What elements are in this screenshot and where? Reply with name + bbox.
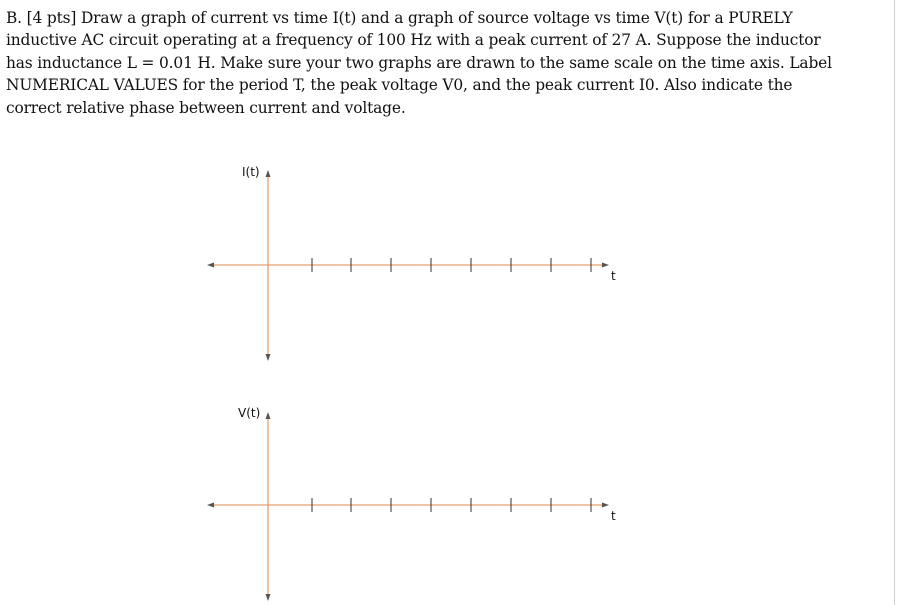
voltage-x-arrow-right xyxy=(602,503,609,508)
voltage-x-arrow-left xyxy=(207,503,214,508)
voltage-y-label: V(t) xyxy=(238,406,261,420)
current-graph xyxy=(207,165,616,361)
voltage-y-arrow-down xyxy=(266,594,271,601)
current-y-arrow-down xyxy=(266,354,271,361)
voltage-x-label: t xyxy=(611,509,616,523)
current-y-arrow-up xyxy=(266,170,271,177)
problem-statement: B. [4 pts] Draw a graph of current vs time I(t) and a graph of source voltage vs time V(t) for a PURELY inductive AC circuit operating at a frequency of 100 Hz with a peak current of 27 A. Suppose the inductor has inductance L = 0.01 H. Make sure your two graphs are drawn to the same scale on the time axis. Label NUMERICAL VALUES for the period T, the peak voltage V0, and the peak current I0. Also indicate the correct relative phase between current and voltage. xyxy=(6,9,832,117)
current-x-arrow-right xyxy=(602,263,609,268)
current-x-label: t xyxy=(611,269,616,283)
current-x-arrow-left xyxy=(207,263,214,268)
current-y-label: I(t) xyxy=(242,165,260,179)
voltage-graph xyxy=(207,406,616,601)
voltage-y-arrow-up xyxy=(266,412,271,419)
